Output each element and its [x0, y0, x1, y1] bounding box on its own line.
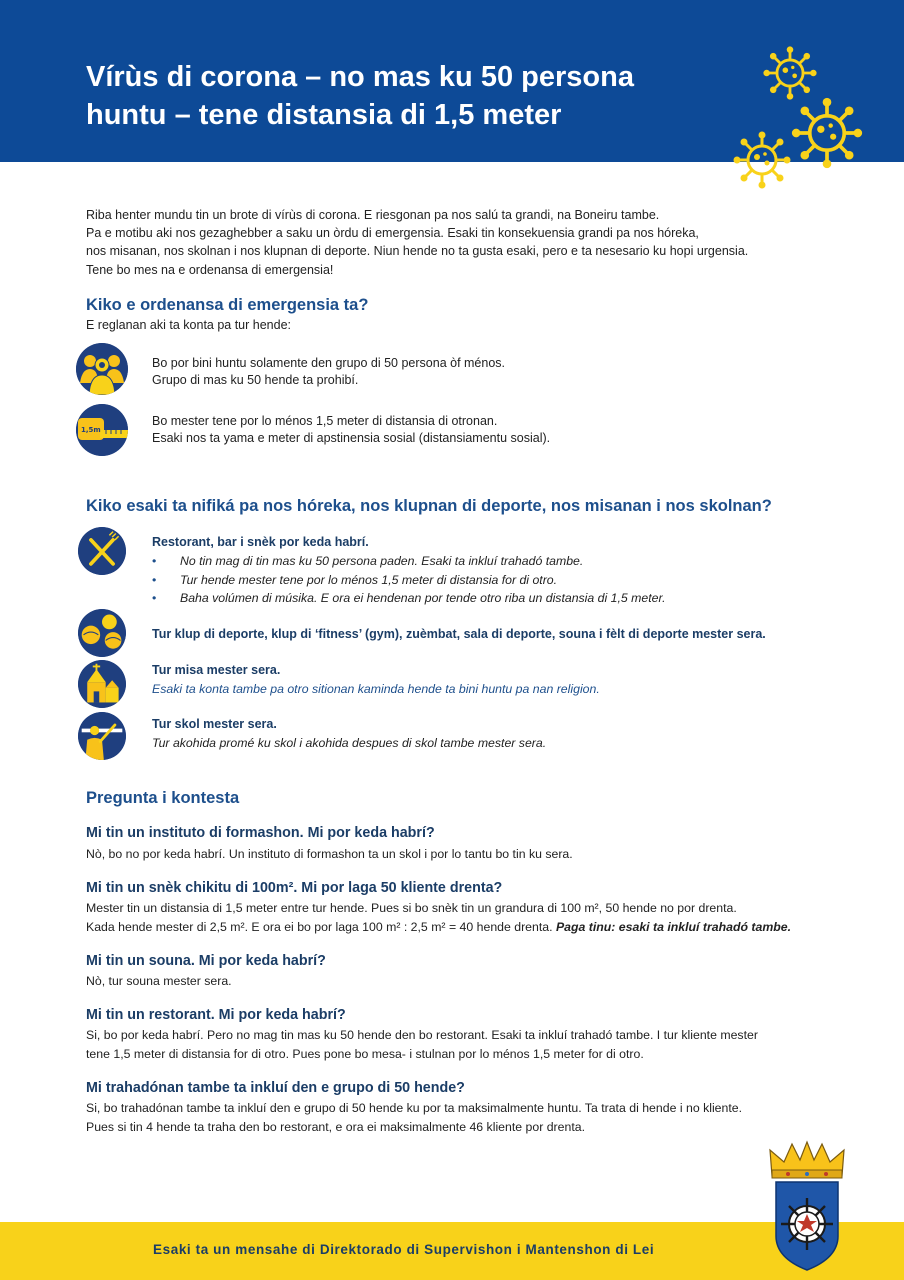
fork-knife-icon: [78, 527, 126, 575]
church-icon: [78, 660, 126, 708]
list-item: • No tin mag di tin mas ku 50 persona paden. Esaki ta inkluí trahadó tambe.: [152, 552, 666, 571]
list-item: • Baha volúmen di músika. E ora ei hendenan por tende otro riba un distansia di 1,5 meter.: [152, 589, 666, 608]
church-note: Esaki ta konta tambe pa otro sitionan kaminda hende ta bini huntu pa nan religion.: [152, 682, 600, 696]
faq-answer: [86, 845, 826, 864]
intro-paragraph: [86, 206, 816, 279]
answer-emphasis: Paga tinu: esaki ta inkluí trahadó tambe.: [555, 919, 792, 934]
faq-answer: [86, 899, 826, 936]
virus-icon: [762, 45, 818, 101]
faq-question: Mi tin un instituto di formashon. Mi por keda habrí?: [86, 825, 435, 841]
list-item: • Tur hende mester tene por lo ménos 1,5 meter di distansia for di otro.: [152, 571, 666, 590]
bonaire-coat-of-arms-icon: [766, 1140, 848, 1272]
restaurant-title: Restorant, bar i snèk por keda habrí.: [152, 535, 369, 549]
title-line-1: Vírùs di corona – no mas ku 50 persona: [86, 61, 634, 93]
faq-question: Mi tin un souna. Mi por keda habrí?: [86, 953, 326, 969]
answer-text: Kada hende mester di 2,5 m². E ora ei bo por laga 100 m² : 2,5 m² = 40 hende drenta.: [86, 919, 556, 934]
measuring-tape-icon: [76, 404, 128, 456]
faq-answer: [86, 1099, 826, 1136]
group-people-icon: [76, 343, 128, 395]
answer-line: Si, bo por keda habrí. Pero no mag tin mas ku 50 hende den bo restorant. Esaki ta inkluí trahadó tambe. I tur kliente mester: [86, 1028, 758, 1042]
answer-line: [86, 918, 826, 937]
answer-line: Si, bo trahadónan tambe ta inkluí den e grupo di 50 hende ku por ta maksimalmente huntu. Ta trata di hende i no kliente.: [86, 1101, 743, 1115]
ordenansa-subtitle: E reglanan aki ta konta pa tur hende:: [86, 318, 292, 332]
school-note: Tur akohida promé ku skol i akohida despues di skol tambe mester sera.: [152, 736, 547, 750]
intro-line: Riba henter mundu tin un brote di vírùs di corona. E riesgonan pa nos salú ta grandi, na Boneiru tambe.: [86, 208, 660, 222]
rule-distance: [152, 413, 550, 446]
answer-line: tene 1,5 meter di distansia for di otro. Pues pone bo mesa- i stulnan por lo ménos 1,5 meter for di otro.: [86, 1046, 644, 1061]
answer-line: Nò, tur souna mester sera.: [86, 974, 232, 988]
faq-answer: [86, 972, 826, 991]
intro-line: Pa e motibu aki nos gezaghebber a saku un òrdu di emergensia. Esaki tin konsekuensia grandi pa nos hóreka,: [86, 226, 699, 241]
faq-question: Mi trahadónan tambe ta inkluí den e grupo di 50 hende?: [86, 1080, 465, 1096]
faq-question: Mi tin un snèk chikitu di 100m². Mi por laga 50 kliente drenta?: [86, 880, 503, 896]
sports-balls-icon: [78, 609, 126, 657]
church-title: Tur misa mester sera.: [152, 663, 281, 677]
virus-icon: [732, 130, 792, 190]
sports-title: Tur klup di deporte, klup di ‘fitness’ (gym), zuèmbat, sala di deporte, souna i fèlt di deporte mester sera.: [152, 627, 766, 641]
rule-group-limit: [152, 355, 505, 388]
intro-line: nos misanan, nos skolnan i nos klupnan di deporte. Niun hende no ta gusta esaki, pero e ta nesesario ku hopi urgensia.: [86, 244, 749, 259]
title-line-2: huntu – tene distansia di 1,5 meter: [86, 99, 562, 131]
page-title: [86, 58, 726, 134]
faq-answer: [86, 1026, 826, 1063]
ordenansa-heading: Kiko e ordenansa di emergensia ta?: [86, 296, 369, 314]
rule-line: Esaki nos ta yama e meter di apstinensia sosial (distansiamentu sosial).: [152, 430, 551, 445]
teacher-icon: [78, 712, 126, 760]
intro-line: Tene bo mes na e ordenansa di emergensia!: [86, 262, 334, 277]
school-title: Tur skol mester sera.: [152, 717, 277, 731]
answer-line: Pues si tin 4 hende ta traha den bo restorant, e ora ei maksimalmente 46 kliente por drenta.: [86, 1119, 585, 1134]
answer-line: Mester tin un distansia di 1,5 meter entre tur hende. Pues si bo snèk tin un grandura di 100 m², 50 hende no por drenta.: [86, 901, 737, 915]
rule-line: Grupo di mas ku 50 hende ta prohibí.: [152, 372, 359, 387]
faq-question: Mi tin un restorant. Mi por keda habrí?: [86, 1007, 346, 1023]
rule-line: Bo por bini huntu solamente den grupo di 50 persona òf ménos.: [152, 356, 506, 370]
footer-text: Esaki ta un mensahe di Direktorado di Supervishon i Mantenshon di Lei: [153, 1242, 655, 1257]
restaurant-bullets: [152, 552, 666, 608]
meaning-heading: Kiko esaki ta nifiká pa nos hóreka, nos klupnan di deporte, nos misanan i nos skolnan?: [86, 497, 772, 515]
rule-line: Bo mester tene por lo ménos 1,5 meter di distansia di otronan.: [152, 414, 498, 428]
answer-line: Nò, bo no por keda habrí. Un instituto di formashon ta un skol i por lo tantu bo tin ku sera.: [86, 847, 573, 861]
faq-heading: Pregunta i kontesta: [86, 789, 240, 807]
tape-label: 1,5m: [81, 426, 101, 434]
virus-icon: [790, 96, 864, 170]
